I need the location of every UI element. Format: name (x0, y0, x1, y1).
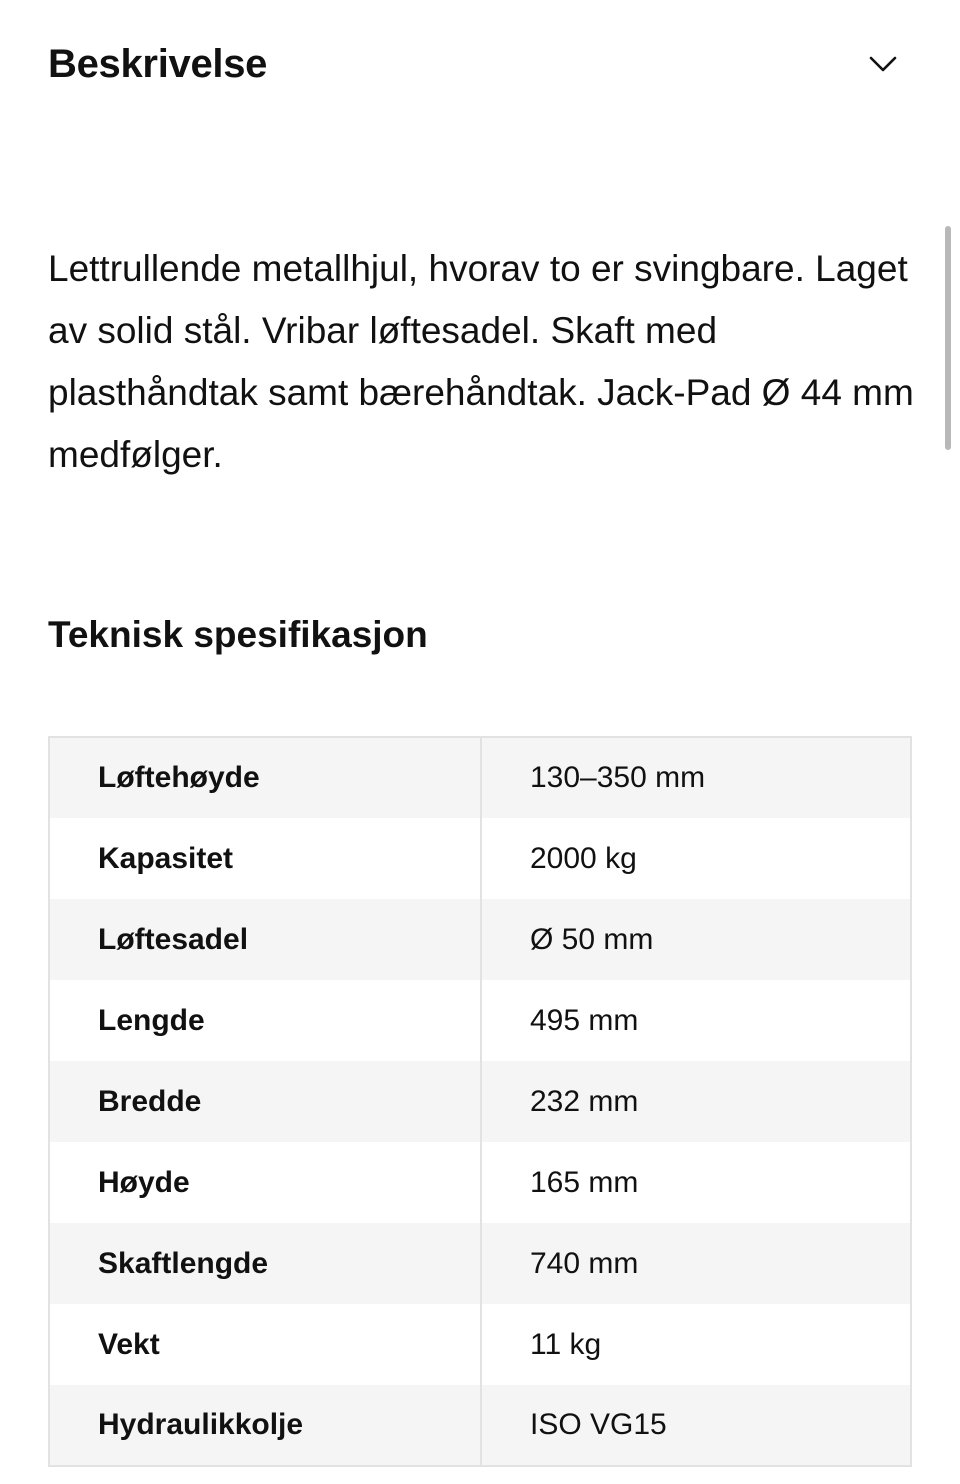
spec-value: Ø 50 mm (481, 899, 911, 980)
spec-table (48, 736, 912, 1467)
table-row (49, 1142, 911, 1223)
spec-label: Hydraulikkolje (49, 1385, 481, 1466)
spec-value: ISO VG15 (481, 1385, 911, 1466)
table-row (49, 899, 911, 980)
spec-value: 165 mm (481, 1142, 911, 1223)
spec-label: Høyde (49, 1142, 481, 1223)
spec-label: Vekt (49, 1304, 481, 1385)
spec-value: 2000 kg (481, 818, 911, 899)
spec-value: 11 kg (481, 1304, 911, 1385)
table-row (49, 818, 911, 899)
spec-label: Bredde (49, 1061, 481, 1142)
spec-label: Løftesadel (49, 899, 481, 980)
spec-label: Kapasitet (49, 818, 481, 899)
description-title: Beskrivelse (48, 41, 268, 86)
spec-label: Løftehøyde (49, 737, 481, 818)
table-row (49, 1061, 911, 1142)
spec-value: 740 mm (481, 1223, 911, 1304)
table-row (49, 980, 911, 1061)
spec-heading: Teknisk spesifikasjon (48, 614, 428, 655)
description-text: Lettrullende metallhjul, hvorav to er svingbare. Laget av solid stål. Vribar løftesadel. Skaft med plasthåndtak samt bærehåndtak. Jack-Pad Ø 44 mm medfølger. (48, 248, 914, 475)
spec-value: 130–350 mm (481, 737, 911, 818)
spec-value: 232 mm (481, 1061, 911, 1142)
description-accordion-header[interactable] (48, 36, 912, 92)
spec-value: 495 mm (481, 980, 911, 1061)
table-row (49, 1223, 911, 1304)
table-row (49, 1304, 911, 1385)
spec-label: Skaftlengde (49, 1223, 481, 1304)
table-row (49, 737, 911, 818)
chevron-down-icon[interactable] (868, 49, 898, 79)
table-row (49, 1385, 911, 1466)
spec-label: Lengde (49, 980, 481, 1061)
scrollbar[interactable] (945, 226, 951, 450)
